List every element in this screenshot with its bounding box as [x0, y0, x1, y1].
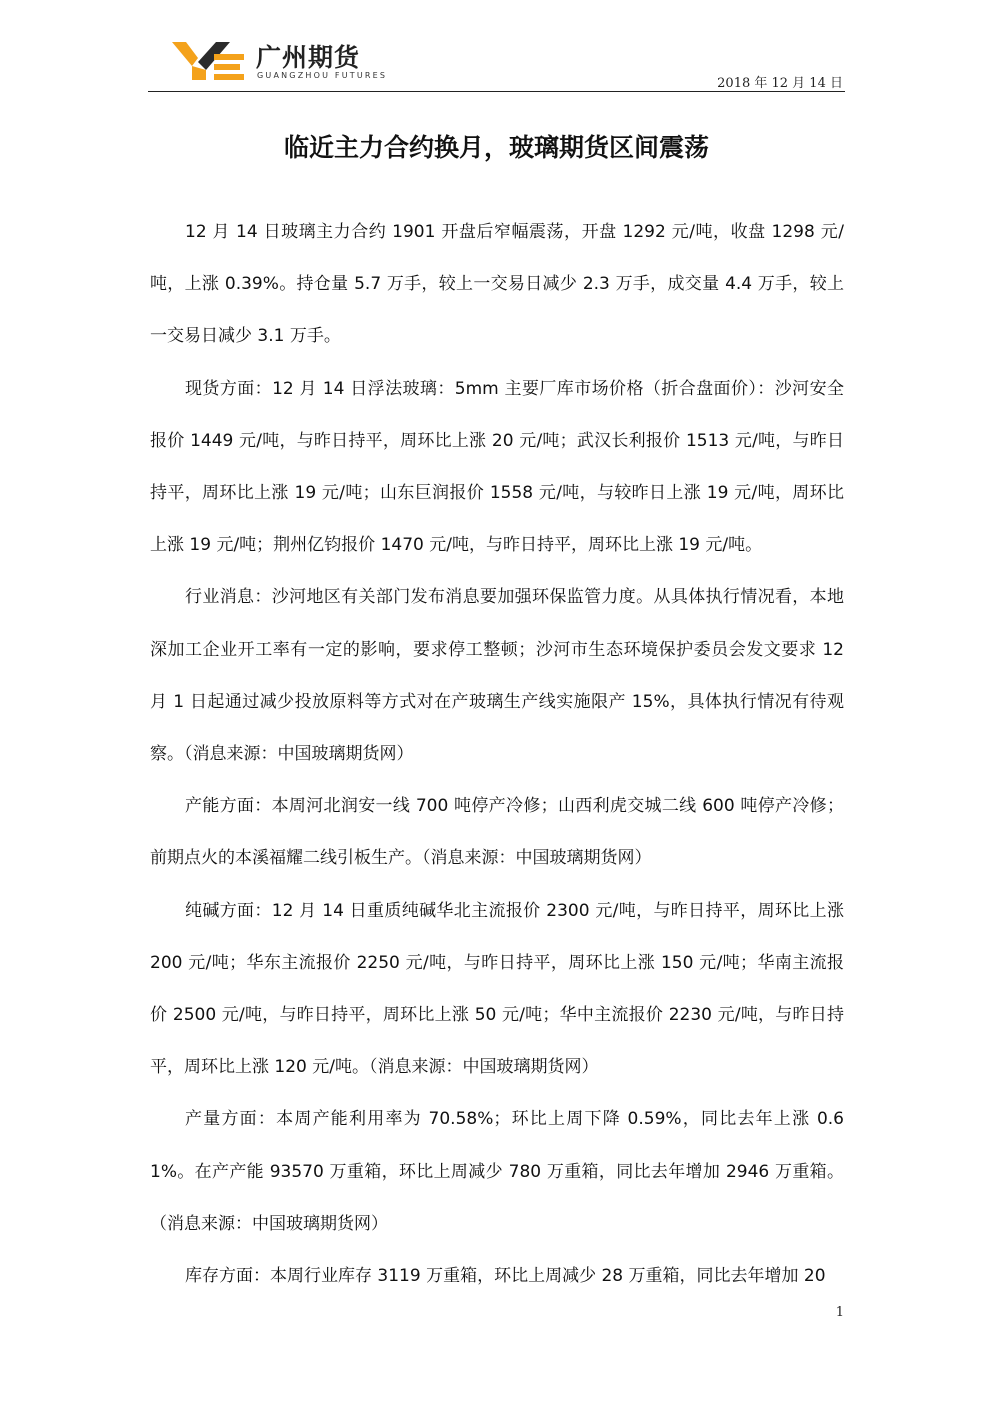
logo-mark-icon: [172, 40, 246, 82]
brand-name-en: GUANGZHOU FUTURES: [257, 71, 388, 80]
paragraph-inventory: 库存方面：本周行业库存 3119 万重箱，环比上周减少 28 万重箱，同比去年增加 20: [185, 1266, 826, 1287]
paragraph-output: 产量方面：本周产能利用率为 70.58%；环比上周下降 0.59%，同比去年上涨 0.61%。在产产能 93570 万重箱，环比上周减少 780 万重箱，同比去年增加 2946 万重箱。（消息来源：中国玻璃期货网）: [150, 1109, 844, 1234]
report-date: 2018 年 12 月 14 日: [717, 76, 843, 91]
company-logo: [172, 38, 388, 84]
brand-name-cn: 广州期货: [256, 43, 361, 72]
page-header: [148, 30, 845, 92]
report-body: [150, 206, 844, 1302]
paragraph-industry-news: 行业消息：沙河地区有关部门发布消息要加强环保监管力度。从具体执行情况看，本地深加工企业开工率有一定的影响，要求停工整顿；沙河市生态环境保护委员会发文要求 12 月 1 日起通过减少投放原料等方式对在产玻璃生产线实施限产 15%，具体执行情况有待观察。（消息来源：中国玻璃期货网）: [150, 587, 844, 765]
paragraph-soda-ash: 纯碱方面：12 月 14 日重质纯碱华北主流报价 2300 元/吨，与昨日持平，周环比上涨 200 元/吨；华东主流报价 2250 元/吨，与昨日持平，周环比上涨 150 元/吨；华南主流报价 2500 元/吨，与昨日持平，周环比上涨 50 元/吨；华中主流报价 2230 元/吨，与昨日持平，周环比上涨 120 元/吨。（消息来源：中国玻璃期货网）: [150, 900, 844, 1078]
paragraph-spot: 现货方面：12 月 14 日浮法玻璃：5mm 主要厂库市场价格（折合盘面价）：沙河安全报价 1449 元/吨，与昨日持平，周环比上涨 20 元/吨；武汉长利报价 1513 元/吨，与昨日持平，周环比上涨 19 元/吨；山东巨润报价 1558 元/吨，与较昨日上涨 19 元/吨，周环比上涨 19 元/吨；荆州亿钧报价 1470 元/吨，与昨日持平，周环比上涨 19 元/吨。: [150, 378, 844, 556]
paragraph-market: 12 月 14 日玻璃主力合约 1901 开盘后窄幅震荡，开盘 1292 元/吨，收盘 1298 元/吨，上涨 0.39%。持仓量 5.7 万手，较上一交易日减少 2.3 万手，成交量 4.4 万手，较上一交易日减少 3.1 万手。: [150, 222, 844, 347]
page-number: 1: [835, 1305, 844, 1320]
paragraph-capacity: 产能方面：本周河北润安一线 700 吨停产冷修；山西利虎交城二线 600 吨停产冷修；前期点火的本溪福耀二线引板生产。（消息来源：中国玻璃期货网）: [150, 796, 844, 869]
header-divider: [148, 91, 845, 92]
report-title: 临近主力合约换月，玻璃期货区间震荡: [283, 133, 709, 162]
